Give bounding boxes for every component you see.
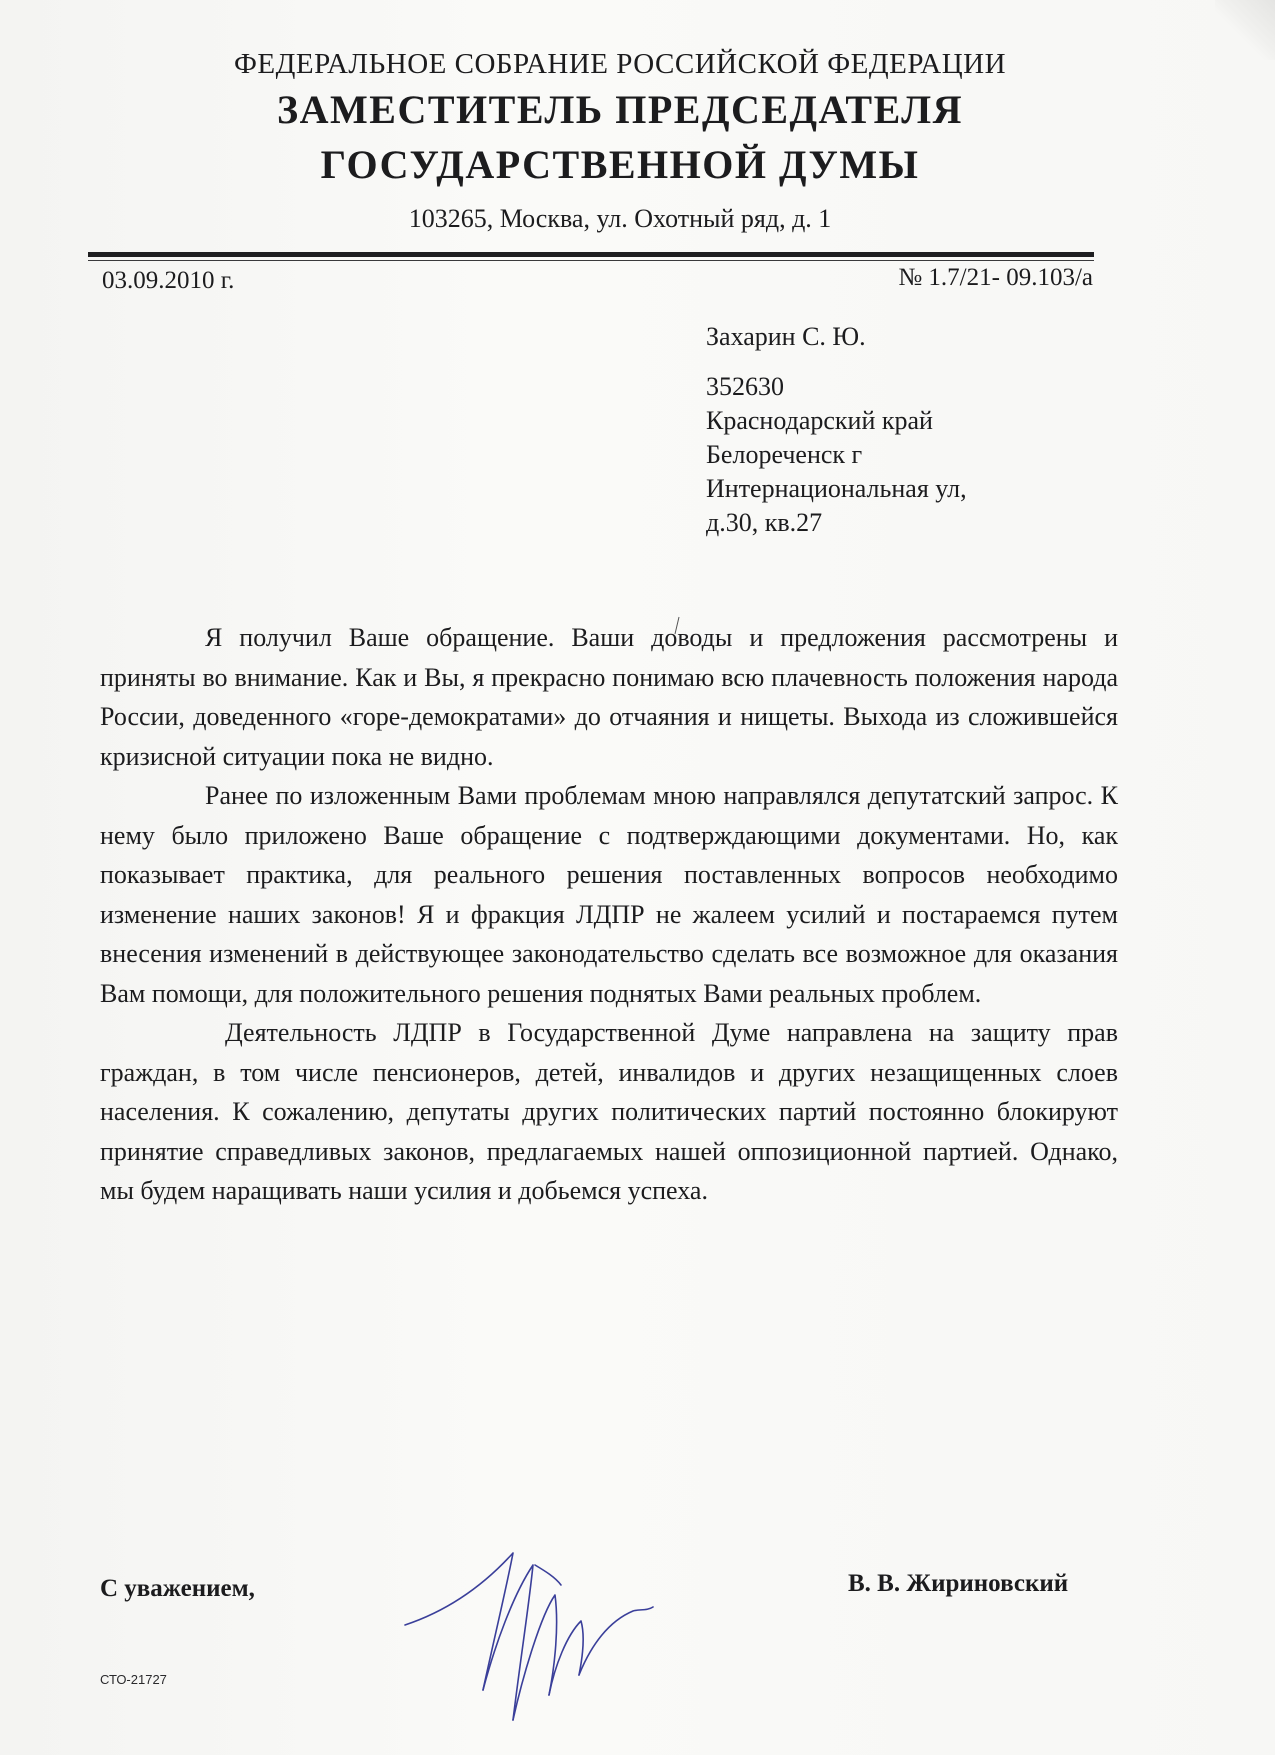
document-date: 03.09.2010 г. (102, 267, 235, 294)
recipient-city: Белореченск г (706, 440, 863, 469)
letterhead-address: 103265, Москва, ул. Охотный ряд, д. 1 (408, 204, 832, 233)
body-paragraph: Деятельность ЛДПР в Государственной Думе направлена на защиту прав граждан, в том числе пенсионеров, детей, инвалидов и других незащищенных слоев населения. К сожалению, депутаты других политических партий постоянно блокируют принятие справедливых законов, предлагаемых нашей оппозиционной партией. Однако, мы будем наращивать наши усилия и добьемся успеха. (100, 1018, 1118, 1205)
letterhead-divider-thick (88, 252, 1094, 257)
recipient-street: Интернациональная ул, (706, 474, 967, 503)
recipient-region: Краснодарский край (706, 406, 933, 435)
letterhead-title-line2: ГОСУДАРСТВЕННОЙ ДУМЫ (320, 142, 920, 187)
recipient-name: Захарин С. Ю. (706, 322, 866, 351)
document-number: № 1.7/21- 09.103/а (898, 264, 1093, 291)
recipient-block (706, 320, 967, 540)
handwritten-signature (395, 1525, 665, 1735)
recipient-house: д.30, кв.27 (706, 508, 823, 537)
body-paragraph: Ранее по изложенным Вами проблемам мною направлялся депутатский запрос. К нему было приложено Ваше обращение с подтверждающими документами. Но, как показывает практика, для реального решения поставленных вопросов необходимо изменение наших законов! Я и фракция ЛДПР не жалеем усилий и постараемся путем внесения изменений в действующее законодательство сделать все возможное для оказания Вам помощи, для положительного решения поднятых Вами реальных проблем. (100, 781, 1118, 1008)
footer-document-code: СТО-21727 (100, 1672, 167, 1687)
body-paragraph: Я получил Ваше обращение. Ваши доводы и предложения рассмотрены и приняты во внимание. Как и Вы, я прекрасно понимаю всю плачевность положения народа России, доведенного «горе-демократами» до отчаяния и нищеты. Выхода из сложившейся кризисной ситуации пока не видно. (100, 623, 1118, 771)
closing-salutation: С уважением, (100, 1575, 255, 1602)
recipient-postcode: 352630 (706, 372, 784, 401)
letterhead-title-line1: ЗАМЕСТИТЕЛЬ ПРЕДСЕДАТЕЛЯ (277, 87, 963, 132)
signer-name: В. В. Жириновский (848, 1570, 1069, 1597)
letterhead-organization: ФЕДЕРАЛЬНОЕ СОБРАНИЕ РОССИЙСКОЙ ФЕДЕРАЦИИ (233, 48, 1007, 80)
letterhead-divider-thin (88, 260, 1094, 261)
letter-body (100, 618, 1118, 1211)
